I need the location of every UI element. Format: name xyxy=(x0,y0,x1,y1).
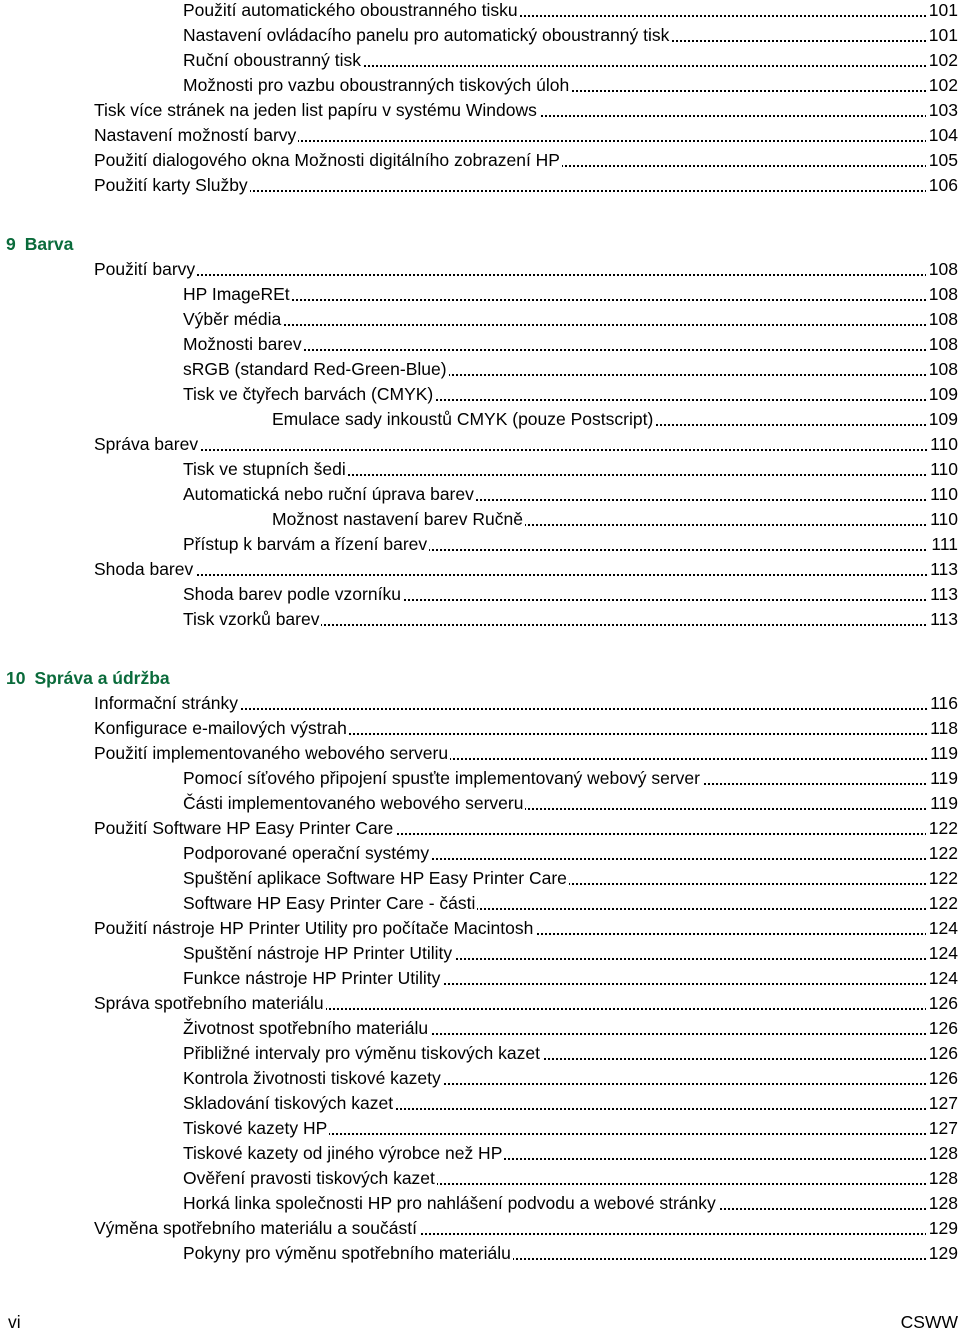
toc-entry-page-number: 118 xyxy=(927,716,958,741)
chapter-number: 10 xyxy=(6,668,26,688)
toc-entry[interactable] xyxy=(183,1041,958,1066)
toc-entry-title: Emulace sady inkoustů CMYK (pouze Postscript) xyxy=(272,409,654,429)
toc-entry-page-number: 127 xyxy=(926,1091,958,1116)
toc-entry[interactable] xyxy=(183,48,958,73)
toc-entry-page-number: 122 xyxy=(926,866,958,891)
chapter-number: 9 xyxy=(6,234,16,254)
toc-entry-page-number: 104 xyxy=(926,123,958,148)
toc-entry-title: Použití karty Služby xyxy=(94,175,248,195)
toc-entry[interactable] xyxy=(272,507,958,532)
toc-entry-title: Použití automatického oboustranného tisku xyxy=(183,0,518,20)
toc-entry[interactable] xyxy=(94,98,958,123)
toc-entry-page-number: 113 xyxy=(927,582,958,607)
toc-entry[interactable] xyxy=(183,841,958,866)
toc-entry-page-number: 101 xyxy=(926,23,958,48)
toc-entry-page-number: 108 xyxy=(926,307,958,332)
toc-entry-page-number: 119 xyxy=(927,766,958,791)
toc-entry-page-number: 102 xyxy=(926,48,958,73)
toc-entry[interactable] xyxy=(94,991,958,1016)
toc-entry[interactable] xyxy=(183,582,958,607)
toc-entry[interactable] xyxy=(94,816,958,841)
toc-entry[interactable] xyxy=(94,557,958,582)
toc-entry-page-number: 126 xyxy=(926,991,958,1016)
toc-entry-title: Tisk ve čtyřech barvách (CMYK) xyxy=(183,384,434,404)
chapter-heading xyxy=(6,232,73,257)
toc-entry[interactable] xyxy=(94,432,958,457)
footer-page-number: vi xyxy=(8,1312,21,1332)
toc-entry-page-number: 109 xyxy=(926,407,958,432)
toc-entry[interactable] xyxy=(94,1216,958,1241)
toc-entry-title: Software HP Easy Printer Care - části xyxy=(183,893,476,913)
dot-leader xyxy=(94,274,958,276)
toc-entry-title: Spuštění aplikace Software HP Easy Printer Care xyxy=(183,868,567,888)
dot-leader xyxy=(94,449,958,451)
toc-entry[interactable] xyxy=(183,73,958,98)
toc-entry-title: Správa barev xyxy=(94,434,199,454)
toc-entry-page-number: 108 xyxy=(926,282,958,307)
toc-entry[interactable] xyxy=(183,307,958,332)
toc-entry-title: Použití barvy xyxy=(94,259,196,279)
toc-entry[interactable] xyxy=(183,766,958,791)
toc-entry[interactable] xyxy=(272,407,958,432)
toc-entry-title: Tiskové kazety od jiného výrobce než HP xyxy=(183,1143,503,1163)
toc-entry[interactable] xyxy=(94,173,958,198)
toc-entry-title: Informační stránky xyxy=(94,693,238,713)
toc-entry-page-number: 126 xyxy=(926,1041,958,1066)
toc-entry-page-number: 110 xyxy=(927,507,958,532)
toc-entry-title: Shoda barev podle vzorníku xyxy=(183,584,401,604)
toc-entry-title: Nastavení možností barvy xyxy=(94,125,297,145)
toc-entry[interactable] xyxy=(183,282,958,307)
toc-entry-title: Životnost spotřebního materiálu xyxy=(183,1018,429,1038)
toc-entry-title: Přibližné intervaly pro výměnu tiskových kazet xyxy=(183,1043,540,1063)
toc-entry-title: HP ImageREt xyxy=(183,284,290,304)
toc-entry-title: Kontrola životnosti tiskové kazety xyxy=(183,1068,441,1088)
toc-entry-page-number: 126 xyxy=(926,1066,958,1091)
toc-entry[interactable] xyxy=(183,791,958,816)
toc-entry-title: Použití nástroje HP Printer Utility pro počítače Macintosh xyxy=(94,918,534,938)
toc-entry-page-number: 124 xyxy=(926,941,958,966)
toc-entry[interactable] xyxy=(183,1241,958,1266)
toc-entry[interactable] xyxy=(94,716,958,741)
chapter-title: Barva xyxy=(24,234,74,254)
toc-entry[interactable] xyxy=(183,891,958,916)
toc-entry-page-number: 122 xyxy=(926,891,958,916)
toc-entry-title: Konfigurace e-mailových výstrah xyxy=(94,718,347,738)
toc-entry-page-number: 110 xyxy=(927,482,958,507)
toc-entry-title: Spuštění nástroje HP Printer Utility xyxy=(183,943,453,963)
toc-entry-title: Funkce nástroje HP Printer Utility xyxy=(183,968,441,988)
toc-entry-page-number: 124 xyxy=(926,916,958,941)
toc-entry[interactable] xyxy=(94,123,958,148)
toc-entry-title: Ruční oboustranný tisk xyxy=(183,50,362,70)
dot-leader xyxy=(183,324,958,326)
toc-entry-title: Správa spotřebního materiálu xyxy=(94,993,324,1013)
toc-entry-title: Tisk vzorků barev xyxy=(183,609,320,629)
toc-entry[interactable] xyxy=(183,1066,958,1091)
toc-entry-title: Použití dialogového okna Možnosti digitálního zobrazení HP xyxy=(94,150,560,170)
toc-entry[interactable] xyxy=(183,941,958,966)
toc-entry-page-number: 122 xyxy=(926,841,958,866)
toc-entry-page-number: 113 xyxy=(927,557,958,582)
toc-entry-title: Skladování tiskových kazet xyxy=(183,1093,394,1113)
toc-entry-page-number: 129 xyxy=(926,1241,958,1266)
toc-entry[interactable] xyxy=(94,916,958,941)
toc-entry[interactable] xyxy=(183,357,958,382)
toc-entry-page-number: 128 xyxy=(926,1166,958,1191)
toc-entry-page-number: 108 xyxy=(926,357,958,382)
toc-entry-page-number: 108 xyxy=(926,257,958,282)
toc-entry-title: Použití Software HP Easy Printer Care xyxy=(94,818,394,838)
toc-entry[interactable] xyxy=(183,966,958,991)
toc-entry-page-number: 101 xyxy=(926,0,958,23)
toc-entry-title: Pomocí síťového připojení spusťte implementovaný webový server xyxy=(183,768,700,788)
toc-entry-title: Možnosti barev xyxy=(183,334,302,354)
toc-entry-title: Výměna spotřebního materiálu a součástí xyxy=(94,1218,417,1238)
toc-entry-page-number: 119 xyxy=(927,791,958,816)
toc-entry-page-number: 110 xyxy=(927,432,958,457)
toc-entry[interactable] xyxy=(183,332,958,357)
toc-entry-title: Tiskové kazety HP xyxy=(183,1118,328,1138)
toc-entry[interactable] xyxy=(94,148,958,173)
toc-entry[interactable] xyxy=(183,1016,958,1041)
toc-entry-page-number: 108 xyxy=(926,332,958,357)
toc-entry-title: Tisk ve stupních šedi xyxy=(183,459,346,479)
toc-entry-title: Možnosti pro vazbu oboustranných tiskových úloh xyxy=(183,75,570,95)
toc-entry-page-number: 103 xyxy=(926,98,958,123)
toc-entry-title: Přístup k barvám a řízení barev xyxy=(183,534,428,554)
toc-entry[interactable] xyxy=(183,532,958,557)
toc-entry-page-number: 102 xyxy=(926,73,958,98)
toc-entry-title: Horká linka společnosti HP pro nahlášení podvodu a webové stránky xyxy=(183,1193,716,1213)
toc-entry-title: Nastavení ovládacího panelu pro automatický oboustranný tisk xyxy=(183,25,670,45)
toc-entry-title: Tisk více stránek na jeden list papíru v systému Windows xyxy=(94,100,537,120)
toc-entry[interactable] xyxy=(183,1116,958,1141)
toc-entry-page-number: 106 xyxy=(926,173,958,198)
toc-entry[interactable] xyxy=(183,23,958,48)
toc-entry-page-number: 122 xyxy=(926,816,958,841)
toc-entry[interactable] xyxy=(183,1091,958,1116)
toc-entry-page-number: 110 xyxy=(927,457,958,482)
toc-entry-page-number: 111 xyxy=(928,532,958,557)
toc-entry-title: Možnost nastavení barev Ručně xyxy=(272,509,523,529)
toc-entry[interactable] xyxy=(94,257,958,282)
toc-entry-page-number: 126 xyxy=(926,1016,958,1041)
toc-entry[interactable] xyxy=(183,1166,958,1191)
chapter-heading xyxy=(6,666,170,691)
toc-entry-title: Shoda barev xyxy=(94,559,194,579)
toc-entry[interactable] xyxy=(183,607,958,632)
dot-leader xyxy=(183,299,958,301)
toc-entry-page-number: 129 xyxy=(926,1216,958,1241)
chapter-title: Správa a údržba xyxy=(34,668,170,688)
toc-entry-page-number: 124 xyxy=(926,966,958,991)
dot-leader xyxy=(94,574,958,576)
toc-entry-page-number: 116 xyxy=(927,691,958,716)
toc-entry-page-number: 105 xyxy=(926,148,958,173)
toc-entry[interactable] xyxy=(183,866,958,891)
toc-entry[interactable] xyxy=(183,0,958,23)
toc-entry-title: Výběr média xyxy=(183,309,282,329)
toc-entry-page-number: 127 xyxy=(926,1116,958,1141)
toc-entry-page-number: 128 xyxy=(926,1191,958,1216)
footer-doc-code: CSWW xyxy=(900,1312,958,1332)
toc-entry-title: Podporované operační systémy xyxy=(183,843,430,863)
toc-entry-title: Použití implementovaného webového serveru xyxy=(94,743,449,763)
toc-entry[interactable] xyxy=(183,382,958,407)
toc-entry-title: Automatická nebo ruční úprava barev xyxy=(183,484,474,504)
toc-entry-page-number: 128 xyxy=(926,1141,958,1166)
toc-entry-title: Části implementovaného webového serveru xyxy=(183,793,524,813)
toc-entry-page-number: 109 xyxy=(926,382,958,407)
toc-entry[interactable] xyxy=(183,482,958,507)
toc-entry[interactable] xyxy=(94,741,958,766)
toc-entry[interactable] xyxy=(183,1191,958,1216)
toc-entry[interactable] xyxy=(94,691,958,716)
toc-entry-title: Ověření pravosti tiskových kazet xyxy=(183,1168,435,1188)
toc-entry-title: Pokyny pro výměnu spotřebního materiálu xyxy=(183,1243,511,1263)
toc-entry-page-number: 119 xyxy=(927,741,958,766)
toc-entry[interactable] xyxy=(183,457,958,482)
toc-entry-title: sRGB (standard Red-Green-Blue) xyxy=(183,359,447,379)
toc-entry-page-number: 113 xyxy=(927,607,958,632)
toc-entry[interactable] xyxy=(183,1141,958,1166)
